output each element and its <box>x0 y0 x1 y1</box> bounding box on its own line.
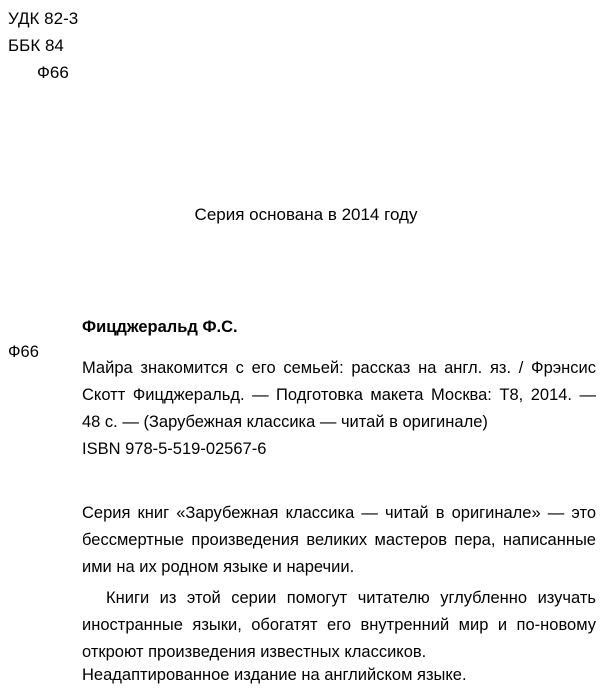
annotation-line: бессмертные произведения великих мастеров пера, написанные <box>82 530 596 549</box>
annotation-line: иностранные языки, обогатят его внутренний мир и по-новому <box>82 615 596 634</box>
bbk-code: ББК 84 <box>8 36 64 55</box>
annotation-line: откроют произведения известных классиков. <box>82 642 427 661</box>
annotation-line: Книги из этой серии помогут читателю углубленно изучать <box>106 588 596 607</box>
record-author-mark: Ф66 <box>8 343 39 361</box>
isbn: ISBN 978-5-519-02567-6 <box>82 440 267 458</box>
annotation-line: ими на их родном языке и наречии. <box>82 557 355 576</box>
record-description-line: Майра знакомится с его семьей: рассказ на англ. яз. / Фрэнсис <box>82 358 596 377</box>
series-founded-note: Серия основана в 2014 году <box>194 205 418 224</box>
author-mark-code: Ф66 <box>37 63 69 82</box>
record-author: Фицджеральд Ф.С. <box>82 318 238 336</box>
udk-code: УДК 82-3 <box>8 9 79 28</box>
annotation-line: Серия книг «Зарубежная классика — читай в оригинале» — это <box>82 503 596 522</box>
record-description-line: 48 с. — (Зарубежная классика — читай в оригинале) <box>82 412 488 431</box>
record-description-line: Скотт Фицджеральд. — Подготовка макета Москва: T8, 2014. — <box>82 385 596 404</box>
edition-note: Неадаптированное издание на английском языке. <box>82 666 467 684</box>
